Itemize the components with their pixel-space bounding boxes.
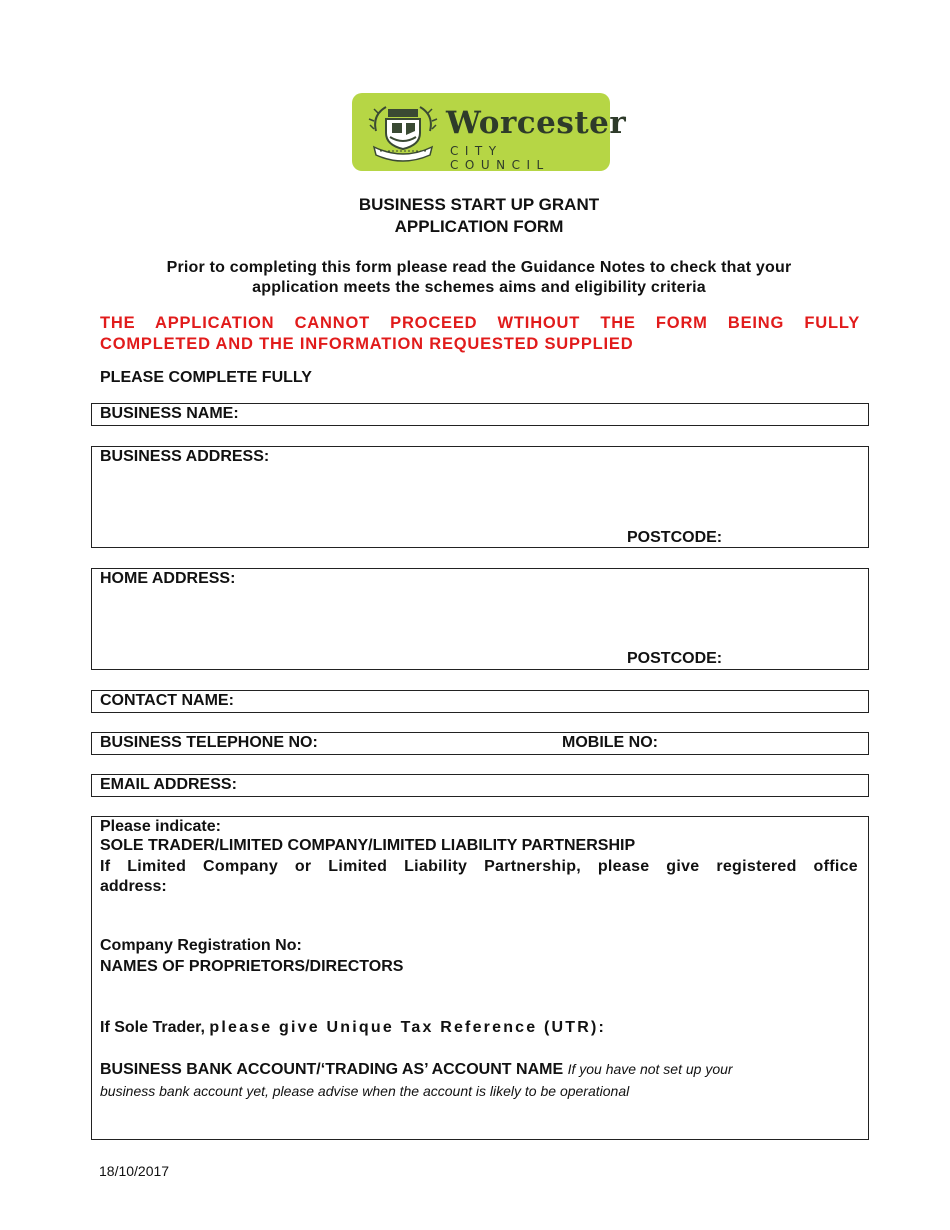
bank-account-title: BUSINESS BANK ACCOUNT/‘TRADING AS’ ACCOUNT NAME <box>100 1061 564 1078</box>
logo-name: Worcester <box>446 105 627 141</box>
contact-name-field[interactable] <box>91 690 869 713</box>
business-postcode-label: POSTCODE: <box>627 529 723 546</box>
warning-line1: THE APPLICATION CANNOT PROCEED WTIHOUT THE FORM BEING FULLY <box>100 314 860 332</box>
warning-notice <box>100 313 860 355</box>
business-type-options: SOLE TRADER/LIMITED COMPANY/LIMITED LIABILITY PARTNERSHIP <box>100 837 636 854</box>
utr-spaced-text: please give Unique Tax Reference (UTR): <box>209 1019 607 1036</box>
bank-account-label <box>100 1061 868 1079</box>
business-telephone-label: BUSINESS TELEPHONE NO: <box>100 734 318 751</box>
utr-label <box>100 1019 606 1037</box>
mobile-label: MOBILE NO: <box>562 734 658 751</box>
business-address-field[interactable] <box>91 446 869 548</box>
business-name-field[interactable] <box>91 403 869 426</box>
intro-line1: Prior to completing this form please read the Guidance Notes to check that your <box>166 259 792 276</box>
instruction-text: PLEASE COMPLETE FULLY <box>100 369 312 386</box>
business-address-label: BUSINESS ADDRESS: <box>100 448 270 465</box>
bank-account-note-part1: If you have not set up your <box>567 1061 733 1077</box>
worcester-city-council-logo <box>352 93 627 172</box>
logo-subtitle: CITY COUNCIL <box>450 144 550 172</box>
please-indicate-label: Please indicate: <box>100 818 221 835</box>
form-title-line2: APPLICATION FORM <box>394 217 564 236</box>
registered-office-line2: address: <box>100 878 167 895</box>
form-title-line1: BUSINESS START UP GRANT <box>358 195 600 214</box>
email-field[interactable] <box>91 774 869 797</box>
company-details-section[interactable] <box>91 816 869 1140</box>
home-address-label: HOME ADDRESS: <box>100 570 236 587</box>
bank-account-note-part2: business bank account yet, please advise when the account is likely to be operational <box>100 1083 630 1099</box>
proprietors-label: NAMES OF PROPRIETORS/DIRECTORS <box>100 958 404 975</box>
home-address-field[interactable] <box>91 568 869 670</box>
registered-office-line1: If Limited Company or Limited Liability Partnership, please give registered office <box>100 858 858 875</box>
business-name-label: BUSINESS NAME: <box>100 405 239 422</box>
company-registration-label: Company Registration No: <box>100 937 302 954</box>
footer-date: 18/10/2017 <box>99 1163 170 1179</box>
crest-icon <box>366 99 440 165</box>
telephone-field[interactable] <box>91 732 869 755</box>
email-label: EMAIL ADDRESS: <box>100 776 237 793</box>
home-postcode-label: POSTCODE: <box>627 650 723 667</box>
warning-line2: COMPLETED AND THE INFORMATION REQUESTED SUPPLIED <box>100 335 634 353</box>
contact-name-label: CONTACT NAME: <box>100 692 234 709</box>
utr-prefix: If Sole Trader, <box>100 1019 205 1036</box>
intro-line2: application meets the schemes aims and eligibility criteria <box>252 279 706 296</box>
